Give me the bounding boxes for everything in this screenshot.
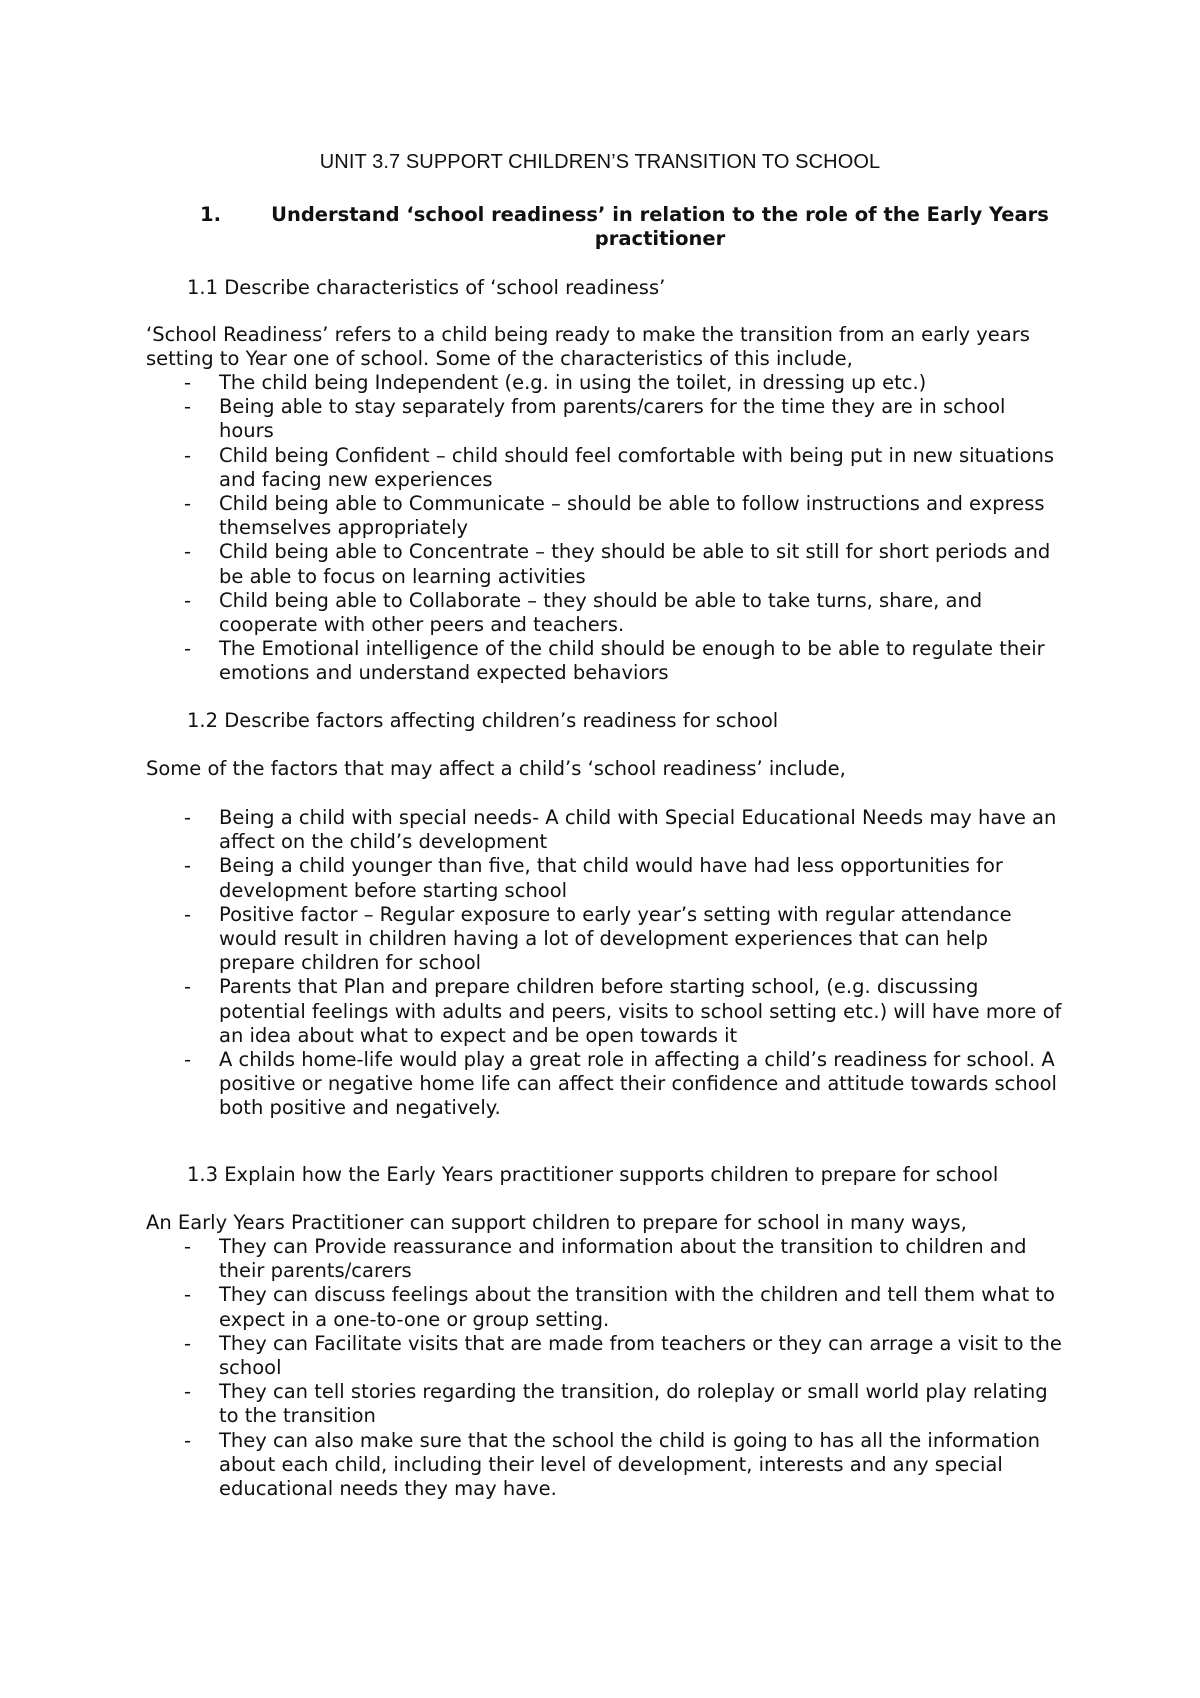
paragraph-1-2-intro: Some of the factors that may affect a child’s ‘school readiness’ include, [146,757,846,780]
list-1-2 [146,806,1066,1121]
list-item [146,1283,1066,1331]
list-item [146,854,1066,902]
list-item [146,975,1066,1048]
dash-bullet: - [184,395,192,419]
list-item-text: Being a child younger than five, that child would have had less opportunities for development before starting school [219,854,1003,902]
dash-bullet: - [184,1048,192,1072]
list-item-text: Child being able to Collaborate – they should be able to take turns, share, and cooperate with other peers and teachers. [219,588,983,637]
list-item-text: They can also make sure that the school the child is going to has all the information about each child, including their level of development, interests and any special educational needs they may have. [219,1428,1040,1501]
list-item [146,1429,1066,1502]
dash-bullet: - [184,902,192,926]
list-item-text: Being able to stay separately from parents/carers for the time they are in school hours [219,395,1006,443]
list-1-1 [146,371,1066,686]
dash-bullet: - [184,492,192,516]
list-item-text: They can discuss feelings about the transition with the children and tell them what to expect in a one-to-one or group setting. [219,1283,1055,1331]
list-item [146,903,1066,976]
section-1-heading-line-2: practitioner [594,227,726,250]
dash-bullet: - [184,1235,192,1258]
list-item-text: The child being Independent (e.g. in using the toilet, in dressing up etc.) [219,371,927,394]
dash-bullet: - [184,854,192,878]
list-item-text: The Emotional intelligence of the child should be enough to be able to regulate their emotions and understand expected behaviors [219,637,1045,685]
list-1-3 [146,1235,1066,1501]
list-item [146,637,1066,685]
dash-bullet: - [184,1331,192,1355]
list-item [146,1332,1066,1380]
list-item-text: A childs home-life would play a great role in affecting a child’s readiness for school. A positive or negative home life can affect their confidence and attitude towards school both positive and negatively. [219,1048,1057,1120]
dash-bullet: - [184,588,192,612]
list-item [146,371,1066,395]
list-item-text: They can tell stories regarding the transition, do roleplay or small world play relating to the transition [219,1380,1048,1428]
list-item [146,444,1066,492]
list-item [146,1235,1066,1283]
paragraph-1-1-intro: ‘School Readiness’ refers to a child being ready to make the transition from an early years setting to Year one of school. Some of the characteristics of this include, [146,323,1030,371]
list-item-text: Child being able to Communicate – should be able to follow instructions and express themselves appropriately [219,492,1045,540]
dash-bullet: - [184,806,192,829]
section-1-number: 1. [200,203,221,226]
list-item-text: Parents that Plan and prepare children before starting school, (e.g. discussing potential feelings with adults and peers, visits to school setting etc.) will have more of an idea about what to expect and be open towards it [219,975,1062,1047]
dash-bullet: - [184,540,192,564]
list-item [146,492,1066,540]
list-item-text: They can Provide reassurance and information about the transition to children and their parents/carers [219,1235,1027,1283]
dash-bullet: - [184,371,192,394]
dash-bullet: - [184,1380,192,1404]
list-item-text: Child being Confident – child should feel comfortable with being put in new situations and facing new experiences [219,443,1055,491]
subheading-1-1: 1.1 Describe characteristics of ‘school readiness’ [187,276,666,299]
list-item [146,540,1066,588]
list-item-text: They can Facilitate visits that are made from teachers or they can arrage a visit to the school [219,1331,1062,1380]
list-item [146,806,1066,854]
dash-bullet: - [184,637,192,661]
list-item [146,395,1066,443]
list-item [146,1380,1066,1428]
list-item-text: Child being able to Concentrate – they should be able to sit still for short periods and be able to focus on learning activities [219,540,1051,588]
document-title: UNIT 3.7 SUPPORT CHILDREN’S TRANSITION TO SCHOOL [319,151,881,173]
section-1-heading [200,203,1080,251]
section-1-heading-line-1: Understand ‘school readiness’ in relation to the role of the Early Years [271,203,1049,226]
paragraph-1-3-intro: An Early Years Practitioner can support children to prepare for school in many ways, [146,1211,967,1234]
subheading-1-3: 1.3 Explain how the Early Years practitioner supports children to prepare for school [187,1163,999,1186]
dash-bullet: - [184,1283,192,1307]
dash-bullet: - [184,443,192,467]
list-item-text: Positive factor – Regular exposure to early year’s setting with regular attendance would result in children having a lot of development experiences that can help prepare children for school [219,902,1012,975]
dash-bullet: - [184,1428,192,1452]
list-item [146,1048,1066,1121]
subheading-1-2: 1.2 Describe factors affecting children’s readiness for school [187,709,779,732]
dash-bullet: - [184,975,192,999]
list-item-text: Being a child with special needs- A child with Special Educational Needs may have an affect on the child’s development [219,806,1057,854]
list-item [146,589,1066,637]
